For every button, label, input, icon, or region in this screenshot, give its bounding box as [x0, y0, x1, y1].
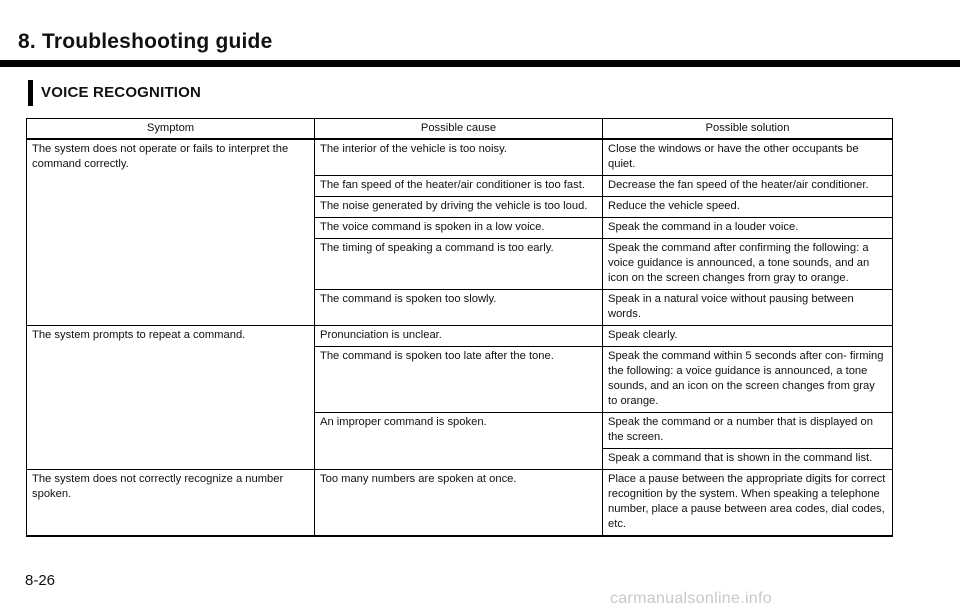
solution-cell: Reduce the vehicle speed.: [603, 197, 893, 218]
solution-cell: Speak the command or a number that is displayed on the screen.: [603, 413, 893, 449]
cause-cell: The voice command is spoken in a low voice.: [315, 218, 603, 239]
cause-cell: The command is spoken too slowly.: [315, 290, 603, 326]
table-header-row: [27, 119, 893, 140]
solution-cell: Place a pause between the appropriate digits for correct recognition by the system. When speaking a telephone number, place a pause between area codes, dial codes, etc.: [603, 470, 893, 537]
solution-cell: Speak the command after confirming the following: a voice guidance is announced, a tone sounds, and an icon on the screen changes from gray to orange.: [603, 239, 893, 290]
solution-cell: Decrease the fan speed of the heater/air conditioner.: [603, 176, 893, 197]
table-row: [27, 470, 893, 537]
cause-cell: The fan speed of the heater/air conditioner is too fast.: [315, 176, 603, 197]
column-header-symptom: Symptom: [27, 119, 315, 140]
cause-cell: The noise generated by driving the vehicle is too loud.: [315, 197, 603, 218]
cause-cell: The timing of speaking a command is too early.: [315, 239, 603, 290]
cause-cell: The command is spoken too late after the tone.: [315, 347, 603, 413]
table-row: [27, 326, 893, 347]
watermark-text: carmanualsonline.info: [610, 590, 772, 607]
solution-cell: Speak the command in a louder voice.: [603, 218, 893, 239]
cause-cell: Too many numbers are spoken at once.: [315, 470, 603, 537]
chapter-title: 8. Troubleshooting guide: [18, 30, 273, 53]
chapter-rule: [0, 60, 960, 67]
table-row: [27, 139, 893, 176]
troubleshooting-table-container: [26, 118, 892, 537]
solution-cell: Speak a command that is shown in the command list.: [603, 449, 893, 470]
column-header-possible-solution: Possible solution: [603, 119, 893, 140]
symptom-cell: The system does not correctly recognize a number spoken.: [27, 470, 315, 537]
column-header-possible-cause: Possible cause: [315, 119, 603, 140]
page-number: 8-26: [25, 572, 56, 589]
solution-cell: Speak in a natural voice without pausing between words.: [603, 290, 893, 326]
symptom-cell: The system does not operate or fails to interpret the command correctly.: [27, 139, 315, 326]
solution-cell: Speak the command within 5 seconds after con- firming the following: a voice guidance is announced, a tone sounds, and an icon on the screen changes from gray to orange.: [603, 347, 893, 413]
section-marker: [28, 80, 33, 106]
troubleshooting-table: [26, 118, 893, 537]
section-title: VOICE RECOGNITION: [41, 84, 202, 101]
cause-cell: The interior of the vehicle is too noisy.: [315, 139, 603, 176]
cause-cell: Pronunciation is unclear.: [315, 326, 603, 347]
cause-cell: An improper command is spoken.: [315, 413, 603, 470]
symptom-cell: The system prompts to repeat a command.: [27, 326, 315, 470]
solution-cell: Speak clearly.: [603, 326, 893, 347]
solution-cell: Close the windows or have the other occupants be quiet.: [603, 139, 893, 176]
